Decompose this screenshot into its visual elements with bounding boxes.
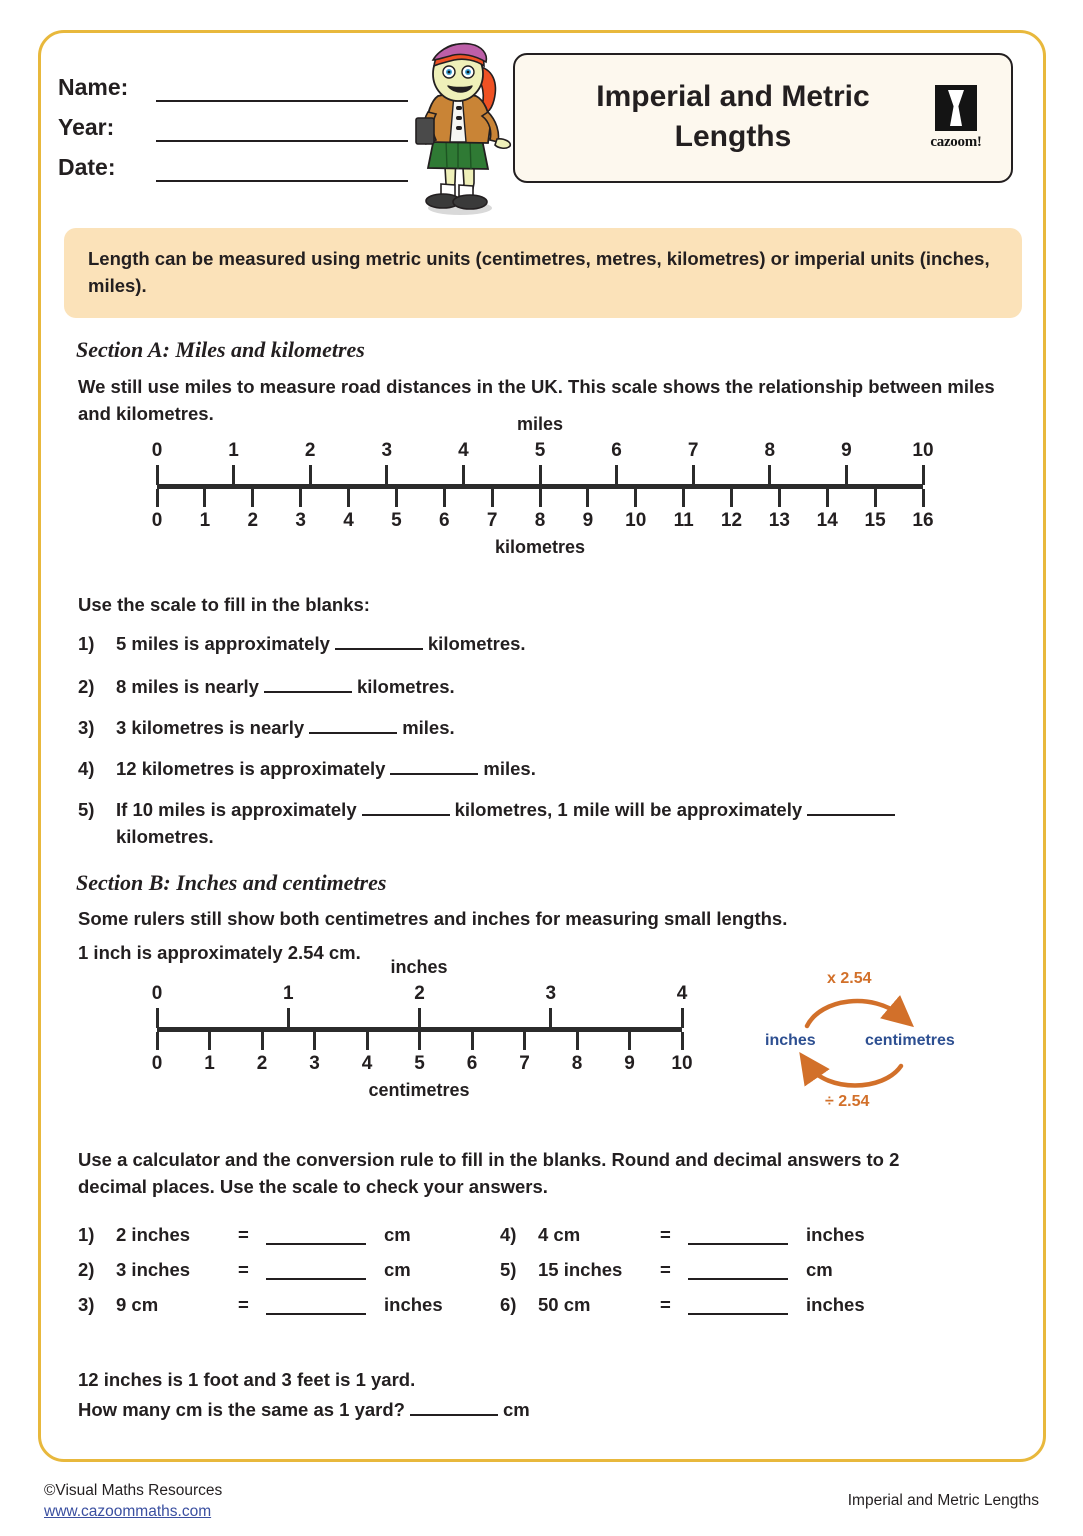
- scale-label-bottom: 4: [343, 510, 354, 531]
- name-input-line[interactable]: [156, 74, 408, 102]
- question-unit: cm: [806, 1259, 833, 1280]
- copyright-text: ©Visual Maths Resources: [44, 1482, 223, 1499]
- section-b-heading: Section B: Inches and centimetres: [76, 870, 387, 895]
- scale-label-bottom: 3: [295, 510, 306, 531]
- question-number: 3): [78, 1294, 95, 1315]
- question-unit: inches: [384, 1294, 443, 1315]
- scale-tick-top: [768, 465, 771, 485]
- scale-label-top: 5: [534, 440, 546, 461]
- intro-banner: Length can be measured using metric units (centimetres, metres, kilometres) or imperial units (inches, miles).: [64, 228, 1022, 318]
- footnote-question-text: How many cm is the same as 1 yard?: [78, 1399, 405, 1420]
- scale-tick-bottom: [826, 489, 829, 507]
- section-a-intro: We still use miles to measure road distances in the UK. This scale shows the relationship between miles and kilometres.: [78, 376, 995, 424]
- scale-top-title: inches: [390, 957, 448, 977]
- scale-tick-top: [156, 465, 159, 485]
- scale-label-top: 9: [841, 440, 852, 461]
- question-value: 15 inches: [538, 1259, 623, 1280]
- question-text-mid: kilometres, 1 mile will be approximately: [454, 799, 803, 820]
- footer-left: [44, 1480, 222, 1522]
- year-label: Year:: [58, 114, 115, 140]
- question-number: 5): [500, 1259, 517, 1280]
- miles-kilometres-scale: [151, 414, 934, 560]
- scale-label-bottom: 6: [466, 1053, 478, 1074]
- section-a-question-2: [78, 673, 455, 700]
- scale-tick-top: [922, 465, 925, 485]
- scale-tick-bottom: [874, 489, 877, 507]
- scale-label-bottom: 9: [582, 510, 594, 531]
- equals-sign: =: [660, 1224, 671, 1245]
- scale-label-bottom: 8: [571, 1053, 583, 1074]
- question-text-pre: If 10 miles is approximately: [116, 799, 357, 820]
- scale-label-bottom: 2: [247, 510, 259, 531]
- scale-label-top: 2: [304, 440, 316, 461]
- scale-label-bottom: 0: [151, 510, 163, 531]
- scale-label-bottom: 13: [768, 510, 790, 531]
- scale-tick-top: [845, 465, 848, 485]
- scale-tick-bottom: [208, 1032, 211, 1050]
- section-a-question-5-cont: kilometres.: [116, 826, 214, 847]
- scale-tick-bottom: [395, 489, 398, 507]
- scale-label-bottom: 8: [534, 510, 546, 531]
- scale-label-top: 0: [151, 440, 163, 461]
- worksheet-title-box: [513, 53, 1013, 183]
- scale-tick-bottom: [366, 1032, 369, 1050]
- scale-label-top: 2: [414, 983, 425, 1004]
- section-a-question-4: [78, 755, 536, 782]
- section-a-question-1: [78, 630, 526, 657]
- scale-label-top: 1: [228, 440, 239, 461]
- question-number: 5): [78, 799, 95, 820]
- scale-label-top: 1: [282, 983, 294, 1004]
- scale-label-bottom: 0: [151, 1053, 163, 1074]
- scale-tick-bottom: [681, 1032, 684, 1050]
- scale-tick-bottom: [418, 1032, 421, 1050]
- scale-label-bottom: 5: [391, 510, 402, 531]
- scale-label-top: 7: [687, 440, 699, 461]
- question-number: 4): [78, 758, 95, 779]
- scale-label-bottom: 15: [864, 510, 886, 531]
- conversion-rule-diagram: [765, 962, 1020, 1122]
- question-unit: cm: [384, 1259, 411, 1280]
- scale-tick-top: [418, 1008, 421, 1028]
- question-unit: inches: [806, 1294, 865, 1315]
- answer-blank[interactable]: [362, 797, 450, 816]
- scale-label-bottom: 10: [671, 1053, 693, 1074]
- schoolgirl-mascot-icon: [398, 38, 516, 216]
- answer-blank[interactable]: [264, 674, 352, 693]
- scale-label-bottom: 14: [816, 510, 838, 531]
- question-number: 2): [78, 676, 95, 697]
- equals-sign: =: [238, 1294, 249, 1315]
- answer-blank[interactable]: [309, 715, 397, 734]
- scale-label-bottom: 3: [309, 1053, 320, 1074]
- scale-label-bottom: 6: [438, 510, 450, 531]
- question-number: 1): [78, 633, 95, 654]
- answer-blank[interactable]: [266, 1226, 366, 1245]
- date-label: Date:: [58, 154, 116, 180]
- section-a-question-3: [78, 714, 455, 741]
- question-text-post: kilometres.: [427, 633, 526, 654]
- date-field-row: [58, 142, 408, 182]
- scale-tick-bottom: [491, 489, 494, 507]
- answer-blank[interactable]: [266, 1261, 366, 1280]
- scale-tick-top: [692, 465, 695, 485]
- footnote-unit: cm: [502, 1399, 530, 1420]
- scale-tick-bottom: [203, 489, 206, 507]
- multiply-label: x 2.54: [827, 970, 872, 987]
- section-b-footnote-2: [78, 1396, 530, 1423]
- student-info-fields: [58, 62, 408, 182]
- answer-blank[interactable]: [266, 1296, 366, 1315]
- scale-tick-top: [385, 465, 388, 485]
- question-text-post: miles.: [483, 758, 536, 779]
- question-text-post: miles.: [402, 717, 455, 738]
- scale-tick-bottom: [471, 1032, 474, 1050]
- scale-label-top: 8: [764, 440, 776, 461]
- scale-label-top: 4: [458, 440, 469, 461]
- scale-tick-bottom: [299, 489, 302, 507]
- question-number: 1): [78, 1224, 95, 1245]
- scale-tick-bottom: [730, 489, 733, 507]
- scale-label-bottom: 12: [720, 510, 743, 531]
- scale-tick-bottom: [586, 489, 589, 507]
- scale-tick-bottom: [634, 489, 637, 507]
- name-label: Name:: [58, 74, 129, 100]
- scale-label-bottom: 11: [673, 510, 694, 531]
- equals-sign: =: [660, 1259, 671, 1280]
- year-field-row: [58, 102, 408, 142]
- scale-label-bottom: 4: [361, 1053, 373, 1074]
- question-value: 3 inches: [116, 1259, 191, 1280]
- question-text-pre: 12 kilometres is approximately: [116, 758, 386, 779]
- scale-tick-top: [539, 465, 542, 485]
- scale-label-bottom: 2: [256, 1053, 268, 1074]
- scale-label-top: 3: [545, 983, 557, 1004]
- answer-blank[interactable]: [688, 1226, 788, 1245]
- section-a-instruction: Use the scale to fill in the blanks:: [78, 594, 370, 615]
- question-value: 50 cm: [538, 1294, 591, 1315]
- scale-label-bottom: 1: [204, 1053, 215, 1074]
- website-link[interactable]: www.cazoommaths.com: [44, 1503, 212, 1520]
- scale-label-bottom: 1: [199, 510, 211, 531]
- section-b-footnote-1: 12 inches is 1 foot and 3 feet is 1 yard.: [78, 1369, 416, 1390]
- scale-tick-top: [549, 1008, 552, 1028]
- divide-label: ÷ 2.54: [825, 1093, 870, 1110]
- question-unit: inches: [806, 1224, 865, 1245]
- question-value: 4 cm: [538, 1224, 581, 1245]
- scale-tick-bottom: [523, 1032, 526, 1050]
- scale-label-top: 3: [381, 440, 393, 461]
- answer-blank[interactable]: [390, 756, 478, 775]
- scale-tick-top: [232, 465, 235, 485]
- scale-tick-top: [615, 465, 618, 485]
- scale-tick-bottom: [261, 1032, 264, 1050]
- section-b-questions-right: [500, 1224, 865, 1316]
- answer-blank[interactable]: [688, 1296, 788, 1315]
- section-b-questions-left: [78, 1224, 443, 1316]
- scale-tick-bottom: [443, 489, 446, 507]
- scale-tick-top: [681, 1008, 684, 1028]
- scale-tick-bottom: [156, 489, 159, 507]
- equals-sign: =: [660, 1294, 671, 1315]
- section-a-question-5: [78, 796, 900, 823]
- scale-bottom-title: centimetres: [368, 1080, 470, 1100]
- inches-centimetres-scale: [151, 957, 693, 1103]
- scale-tick-bottom: [347, 489, 350, 507]
- scale-label-bottom: 7: [519, 1053, 530, 1074]
- conversion-right-label: centimetres: [865, 1032, 955, 1049]
- cazoom-wordmark: cazoom!: [930, 134, 982, 150]
- scale-tick-bottom: [922, 489, 925, 507]
- scale-label-bottom: 5: [414, 1053, 425, 1074]
- scale-tick-top: [462, 465, 465, 485]
- footer-title: Imperial and Metric Lengths: [847, 1492, 1039, 1509]
- scale-label-bottom: 10: [625, 510, 647, 531]
- scale-tick-top: [287, 1008, 290, 1028]
- scale-label-top: 0: [151, 983, 163, 1004]
- year-input-line[interactable]: [156, 114, 408, 142]
- question-number: 4): [500, 1224, 517, 1245]
- question-number: 6): [500, 1294, 517, 1315]
- name-field-row: [58, 62, 408, 102]
- section-a-heading: Section A: Miles and kilometres: [76, 337, 365, 362]
- scale-tick-bottom: [539, 489, 542, 507]
- question-text-post: kilometres.: [356, 676, 455, 697]
- equals-sign: =: [238, 1224, 249, 1245]
- scale-tick-bottom: [628, 1032, 631, 1050]
- date-input-line[interactable]: [156, 154, 408, 182]
- cazoom-logo: [921, 85, 991, 151]
- scale-label-bottom: 7: [486, 510, 498, 531]
- scale-top-title: miles: [516, 414, 564, 434]
- answer-blank[interactable]: [335, 631, 423, 650]
- scale-tick-bottom: [251, 489, 254, 507]
- scale-tick-bottom: [576, 1032, 579, 1050]
- equals-sign: =: [238, 1259, 249, 1280]
- scale-tick-bottom: [313, 1032, 316, 1050]
- conversion-left-label: inches: [765, 1032, 816, 1049]
- answer-blank[interactable]: [410, 1397, 498, 1416]
- scale-tick-top: [156, 1008, 159, 1028]
- page-title: Imperial and Metric Lengths: [596, 80, 870, 153]
- answer-blank[interactable]: [688, 1261, 788, 1280]
- scale-label-bottom: 16: [912, 510, 934, 531]
- section-b-line-2: 1 inch is approximately 2.54 cm.: [78, 942, 361, 963]
- scale-label-top: 6: [611, 440, 622, 461]
- scale-bottom-title: kilometres: [494, 537, 586, 557]
- question-number: 2): [78, 1259, 95, 1280]
- scale-label-bottom: 9: [624, 1053, 635, 1074]
- cazoom-mark-icon: [935, 85, 977, 131]
- answer-blank[interactable]: [807, 797, 895, 816]
- scale-tick-bottom: [778, 489, 781, 507]
- scale-tick-bottom: [682, 489, 685, 507]
- section-b-instruction: Use a calculator and the conversion rule to fill in the blanks. Round and decimal answers to 2 decimal places. Use the scale to check your answers.: [78, 1149, 900, 1197]
- question-number: 3): [78, 717, 95, 738]
- section-b-line-1: Some rulers still show both centimetres and inches for measuring small lengths.: [78, 908, 788, 929]
- scale-label-top: 4: [676, 983, 688, 1004]
- question-text-pre: 5 miles is approximately: [116, 633, 330, 654]
- question-value: 9 cm: [116, 1294, 159, 1315]
- question-value: 2 inches: [116, 1224, 191, 1245]
- question-unit: cm: [384, 1224, 411, 1245]
- scale-tick-top: [309, 465, 312, 485]
- scale-tick-bottom: [156, 1032, 159, 1050]
- scale-label-top: 10: [912, 440, 934, 461]
- question-text-pre: 8 miles is nearly: [116, 676, 259, 697]
- question-text-pre: 3 kilometres is nearly: [116, 717, 305, 738]
